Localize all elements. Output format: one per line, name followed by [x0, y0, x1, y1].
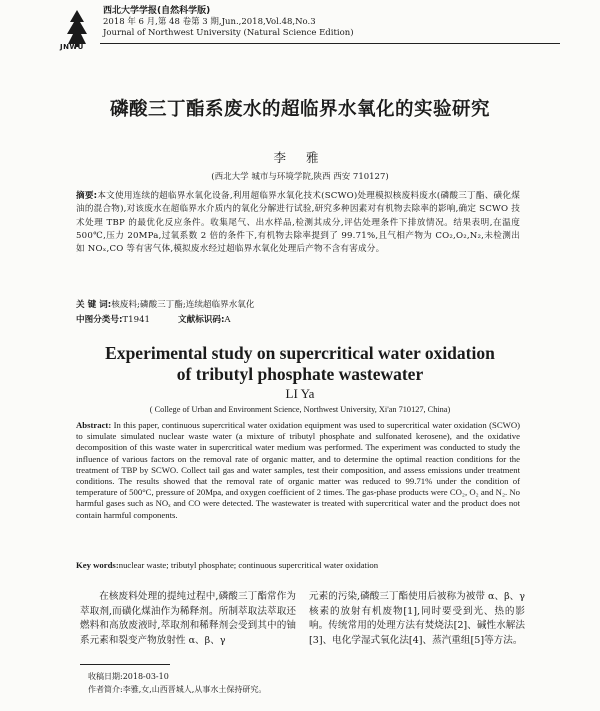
keywords-label-cn: 关 键 词:	[76, 300, 112, 310]
class-label: 中图分类号:	[76, 315, 123, 325]
abstract-label-cn: 摘要:	[76, 191, 98, 201]
body-column-left: 在核废料处理的提纯过程中,磷酸三丁酯常作为萃取剂,而磺化煤油作为稀释剂。所制萃取法萃取还燃料和高放废液时,萃取剂和稀释剂会受到其中的铀系元素和裂变产物放射性 α、β、γ	[80, 591, 296, 646]
keywords-text-cn: 核废料;磷酸三丁酯;连续超临界水氧化	[111, 300, 255, 310]
keywords-cn	[76, 298, 255, 310]
abstract-label-en: Abstract:	[76, 420, 112, 430]
english-title	[0, 343, 600, 385]
abstract-text-en: In this paper, continuous supercritical water oxidation equipment was used to supercritical water oxidation (SCWO) to simulate simulated nuclear waste water (a mixture of tributyl phosphate and sulfonated kerosene), and the oxidative decomposition of this waste water in supercritical water medium was performed. The experiment was conducted to study the influence of various factors on the removal rate of organic matter, and to determine the optimal reaction conditions for the treatment of TBP by SCWO. Collect tail gas and water samples, test their composition, and assess emissions under treatment conditions. The results showed that the removal rate of organic matter was reduced to 99.71% under the condition of temperature of 500°C, pressure of 20Mpa, and oxygen coefficient of 2 times. The gas-phase products were CO₂, O₂ and N₂. No harmful gases such as NOₓ and CO were detected. The wastewater is treated with supercritical water and the product does not contain harmful components.	[76, 420, 521, 520]
received-date: 收稿日期:2018-03-10	[88, 672, 169, 681]
footnote	[88, 670, 266, 696]
logo-text: JNWU	[60, 43, 84, 51]
journal-name-en: Journal of Northwest University (Natural Science Edition)	[103, 28, 354, 38]
abstract-text-cn: 本文使用连续的超临界水氧化设备,利用超临界水氧化技术(SCWO)处理模拟核废料废水(磷酸三丁酯、磺化煤油的混合物),对该废水在超临界水介质内的氧化分解进行试验,研究多种因素对有机物去除率的影响,确定 SCWO 技术处理 TBP 的最优化反应条件。收集尾气、出水样品,检测其成分,评估处理条件下排放情况。结果表明,在温度 500℃,压力 20MPa,过氧系数 2 倍的条件下,有机物去除率提到了 99.71%,且气相产物为 CO₂,O₂,N₂,未检测出如 NOₓ,CO 等有害气体,模拟废水经过超临界水氧化处理后产物不含有害成分。	[76, 191, 520, 255]
affiliation-cn: (西北大学 城市与环境学院,陕西 西安 710127)	[211, 172, 389, 182]
author-en: LI Ya	[285, 386, 315, 401]
header-rule	[100, 43, 560, 44]
journal-header	[103, 6, 354, 39]
class-value: T1941	[122, 315, 151, 325]
classification-line	[76, 313, 231, 325]
english-title-line1: Experimental study on supercritical water oxidation	[105, 343, 495, 363]
affiliation-en: ( College of Urban and Environment Science, Northwest University, Xi'an 710127, China)	[149, 405, 451, 414]
issue-line: 2018 年 6 月,第 48 卷第 3 期,Jun.,2018,Vol.48,No.3	[103, 17, 316, 27]
keywords-text-en: nuclear waste; tributyl phosphate; continuous supercritical water oxidation	[118, 560, 379, 570]
abstract-en	[76, 420, 520, 521]
footnote-rule	[80, 664, 170, 665]
page-title: 磷酸三丁酯系废水的超临界水氧化的实验研究	[109, 99, 490, 120]
code-label: 文献标识码:	[178, 315, 225, 325]
author-bio: 作者简介:李雅,女,山西晋城人,从事水土保持研究。	[88, 685, 267, 694]
journal-logo-icon	[62, 8, 92, 48]
journal-name-cn: 西北大学学报(自然科学版)	[103, 6, 211, 16]
keywords-en	[76, 560, 520, 570]
english-title-line2: of tributyl phosphate wastewater	[176, 364, 424, 384]
body-column-right: 元素的污染,磷酸三丁酯使用后被称为被带 α、β、γ 核素的放射有机废物[1],同时要受到光、热的影响。传统常用的处理方法有焚烧法[2]、碱性水解法[3]、电化学湿式氧化法[4]、蒸汽重组[5]等方法。	[309, 591, 525, 646]
author-cn: 李 雅	[273, 150, 327, 165]
code-value: A	[224, 315, 231, 325]
keywords-label-en: Key words:	[76, 560, 119, 570]
abstract-cn	[76, 190, 520, 256]
